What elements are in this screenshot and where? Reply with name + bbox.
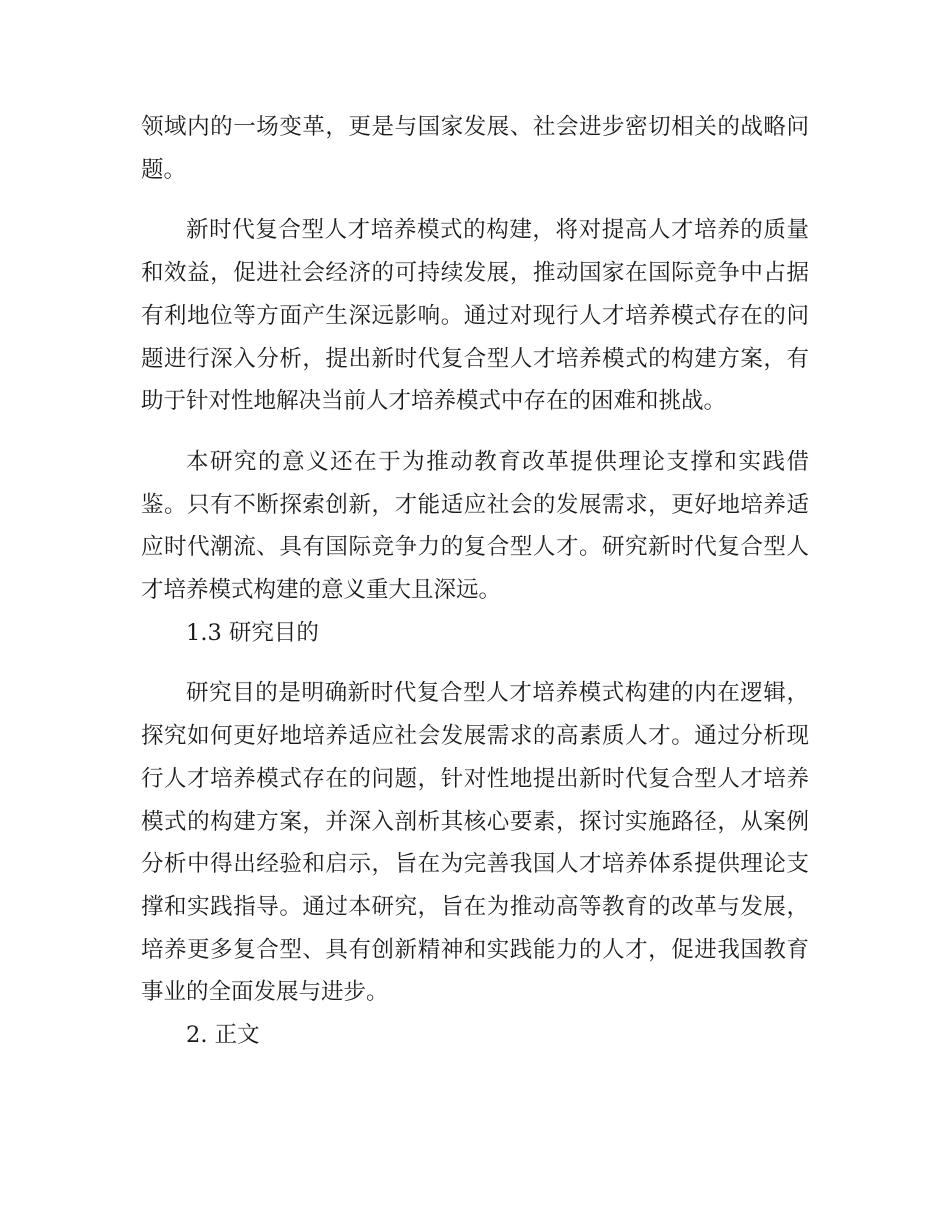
section-heading-main-text: 2. 正文: [186, 1022, 260, 1049]
paragraph-significance: 新时代复合型人才培养模式的构建，将对提高人才培养的质量和效益，促进社会经济的可持续发展，推动国家在国际竞争中占据有利地位等方面产生深远影响。通过对现行人才培养模式存在的问题进行深入分析，提出新时代复合型人才培养模式的构建方案，有助于针对性地解决当前人才培养模式中存在的困难和挑战。: [141, 217, 809, 415]
paragraph-research-meaning: 本研究的意义还在于为推动教育改革提供理论支撑和实践借鉴。只有不断探索创新，才能适应社会的发展需求，更好地培养适应时代潮流、具有国际竞争力的复合型人才。研究新时代复合型人才培养模式构建的意义重大且深远。: [141, 448, 809, 604]
document-body: [141, 106, 809, 1057]
paragraph-continuation: 领域内的一场变革，更是与国家发展、社会进步密切相关的战略问题。: [141, 114, 809, 183]
section-heading-research-purpose: 1.3 研究目的: [186, 619, 319, 646]
paragraph-research-purpose: 研究目的是明确新时代复合型人才培养模式构建的内在逻辑，探究如何更好地培养适应社会发展需求的高素质人才。通过分析现行人才培养模式存在的问题，针对性地提出新时代复合型人才培养模式的构建方案，并深入剖析其核心要素，探讨实施路径，从案例分析中得出经验和启示，旨在为完善我国人才培养体系提供理论支撑和实践指导。通过本研究，旨在为推动高等教育的改革与发展，培养更多复合型、具有创新精神和实践能力的人才，促进我国教育事业的全面发展与进步。: [141, 680, 809, 1006]
